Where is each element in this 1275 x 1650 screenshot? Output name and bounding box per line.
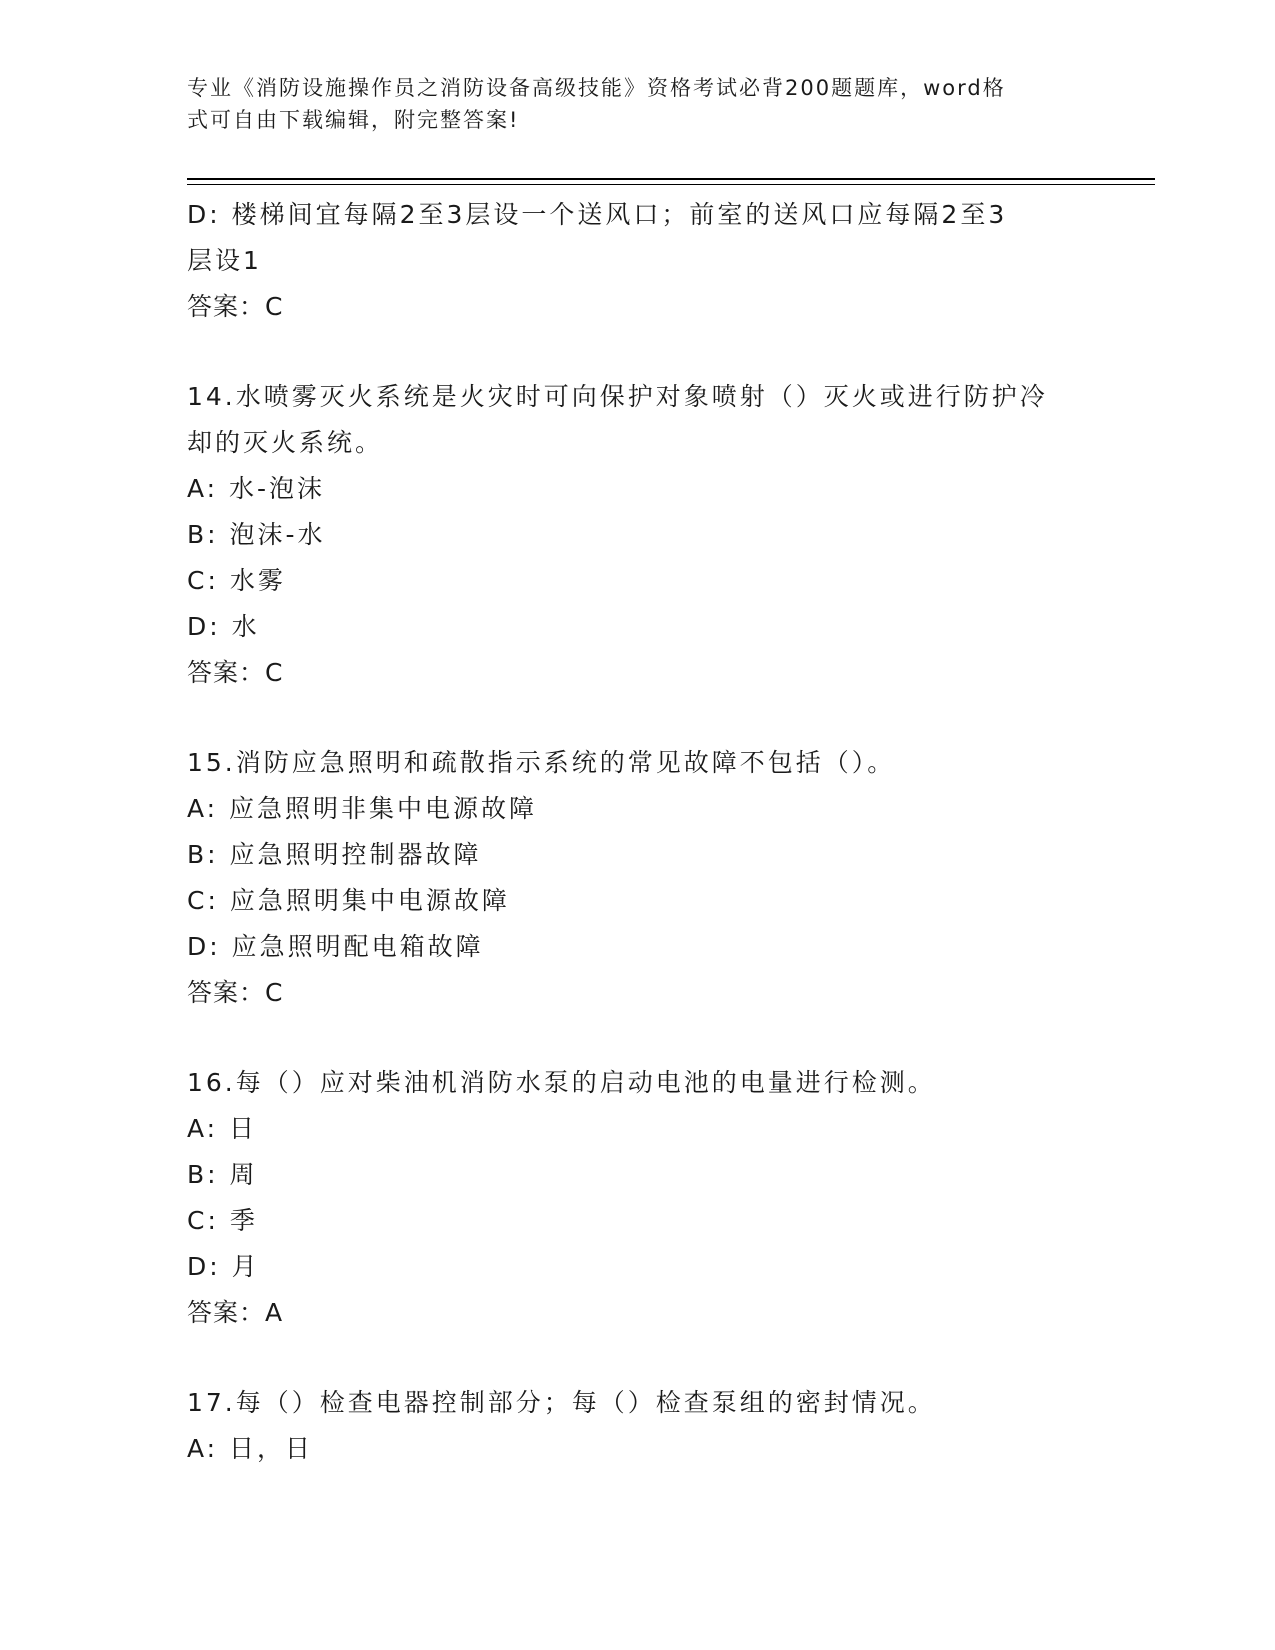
answer: 答案：C	[187, 978, 284, 1007]
option-b: B: 泡沫-水	[187, 520, 326, 549]
document-header	[187, 72, 1087, 136]
answer: 答案：C	[187, 292, 284, 321]
question-stem-line-2: 却的灭火系统。	[187, 428, 384, 457]
answer: 答案：C	[187, 658, 284, 687]
question-stem: 17.每（）检查电器控制部分；每（）检查泵组的密封情况。	[187, 1388, 936, 1417]
question-13-tail	[187, 192, 1087, 330]
option-a: A: 日，日	[187, 1434, 314, 1463]
option-b: B: 周	[187, 1160, 258, 1189]
option-c: C: 水雾	[187, 566, 286, 595]
option-d: D: 月	[187, 1252, 260, 1281]
option-a: A: 应急照明非集中电源故障	[187, 794, 538, 823]
question-stem-line-1: 14.水喷雾灭火系统是火灾时可向保护对象喷射（）灭火或进行防护冷	[187, 382, 1048, 411]
option-d-line-1: D: 楼梯间宜每隔2至3层设一个送风口；前室的送风口应每隔2至3	[187, 200, 1008, 229]
question-list	[187, 192, 1087, 1472]
option-d: D: 应急照明配电箱故障	[187, 932, 484, 961]
header-line-2: 式可自由下载编辑，附完整答案!	[187, 108, 520, 132]
spacer	[187, 696, 1087, 740]
question-stem: 16.每（）应对柴油机消防水泵的启动电池的电量进行检测。	[187, 1068, 936, 1097]
header-line-1: 专业《消防设施操作员之消防设备高级技能》资格考试必背200题题库，word格	[187, 76, 1006, 100]
spacer	[187, 1016, 1087, 1060]
spacer	[187, 330, 1087, 374]
option-c: C: 应急照明集中电源故障	[187, 886, 510, 915]
question-stem: 15.消防应急照明和疏散指示系统的常见故障不包括（）。	[187, 748, 896, 777]
option-a: A: 水-泡沫	[187, 474, 326, 503]
question-17	[187, 1380, 1087, 1472]
option-d: D: 水	[187, 612, 260, 641]
answer: 答案：A	[187, 1298, 284, 1327]
option-d-line-2: 层设1	[187, 246, 262, 275]
spacer	[187, 1336, 1087, 1380]
header-rule-thick	[187, 178, 1155, 180]
question-15	[187, 740, 1087, 1016]
question-14	[187, 374, 1087, 696]
option-b: B: 应急照明控制器故障	[187, 840, 482, 869]
option-a: A: 日	[187, 1114, 258, 1143]
header-rule-thin	[187, 184, 1155, 185]
option-c: C: 季	[187, 1206, 258, 1235]
question-16	[187, 1060, 1087, 1336]
